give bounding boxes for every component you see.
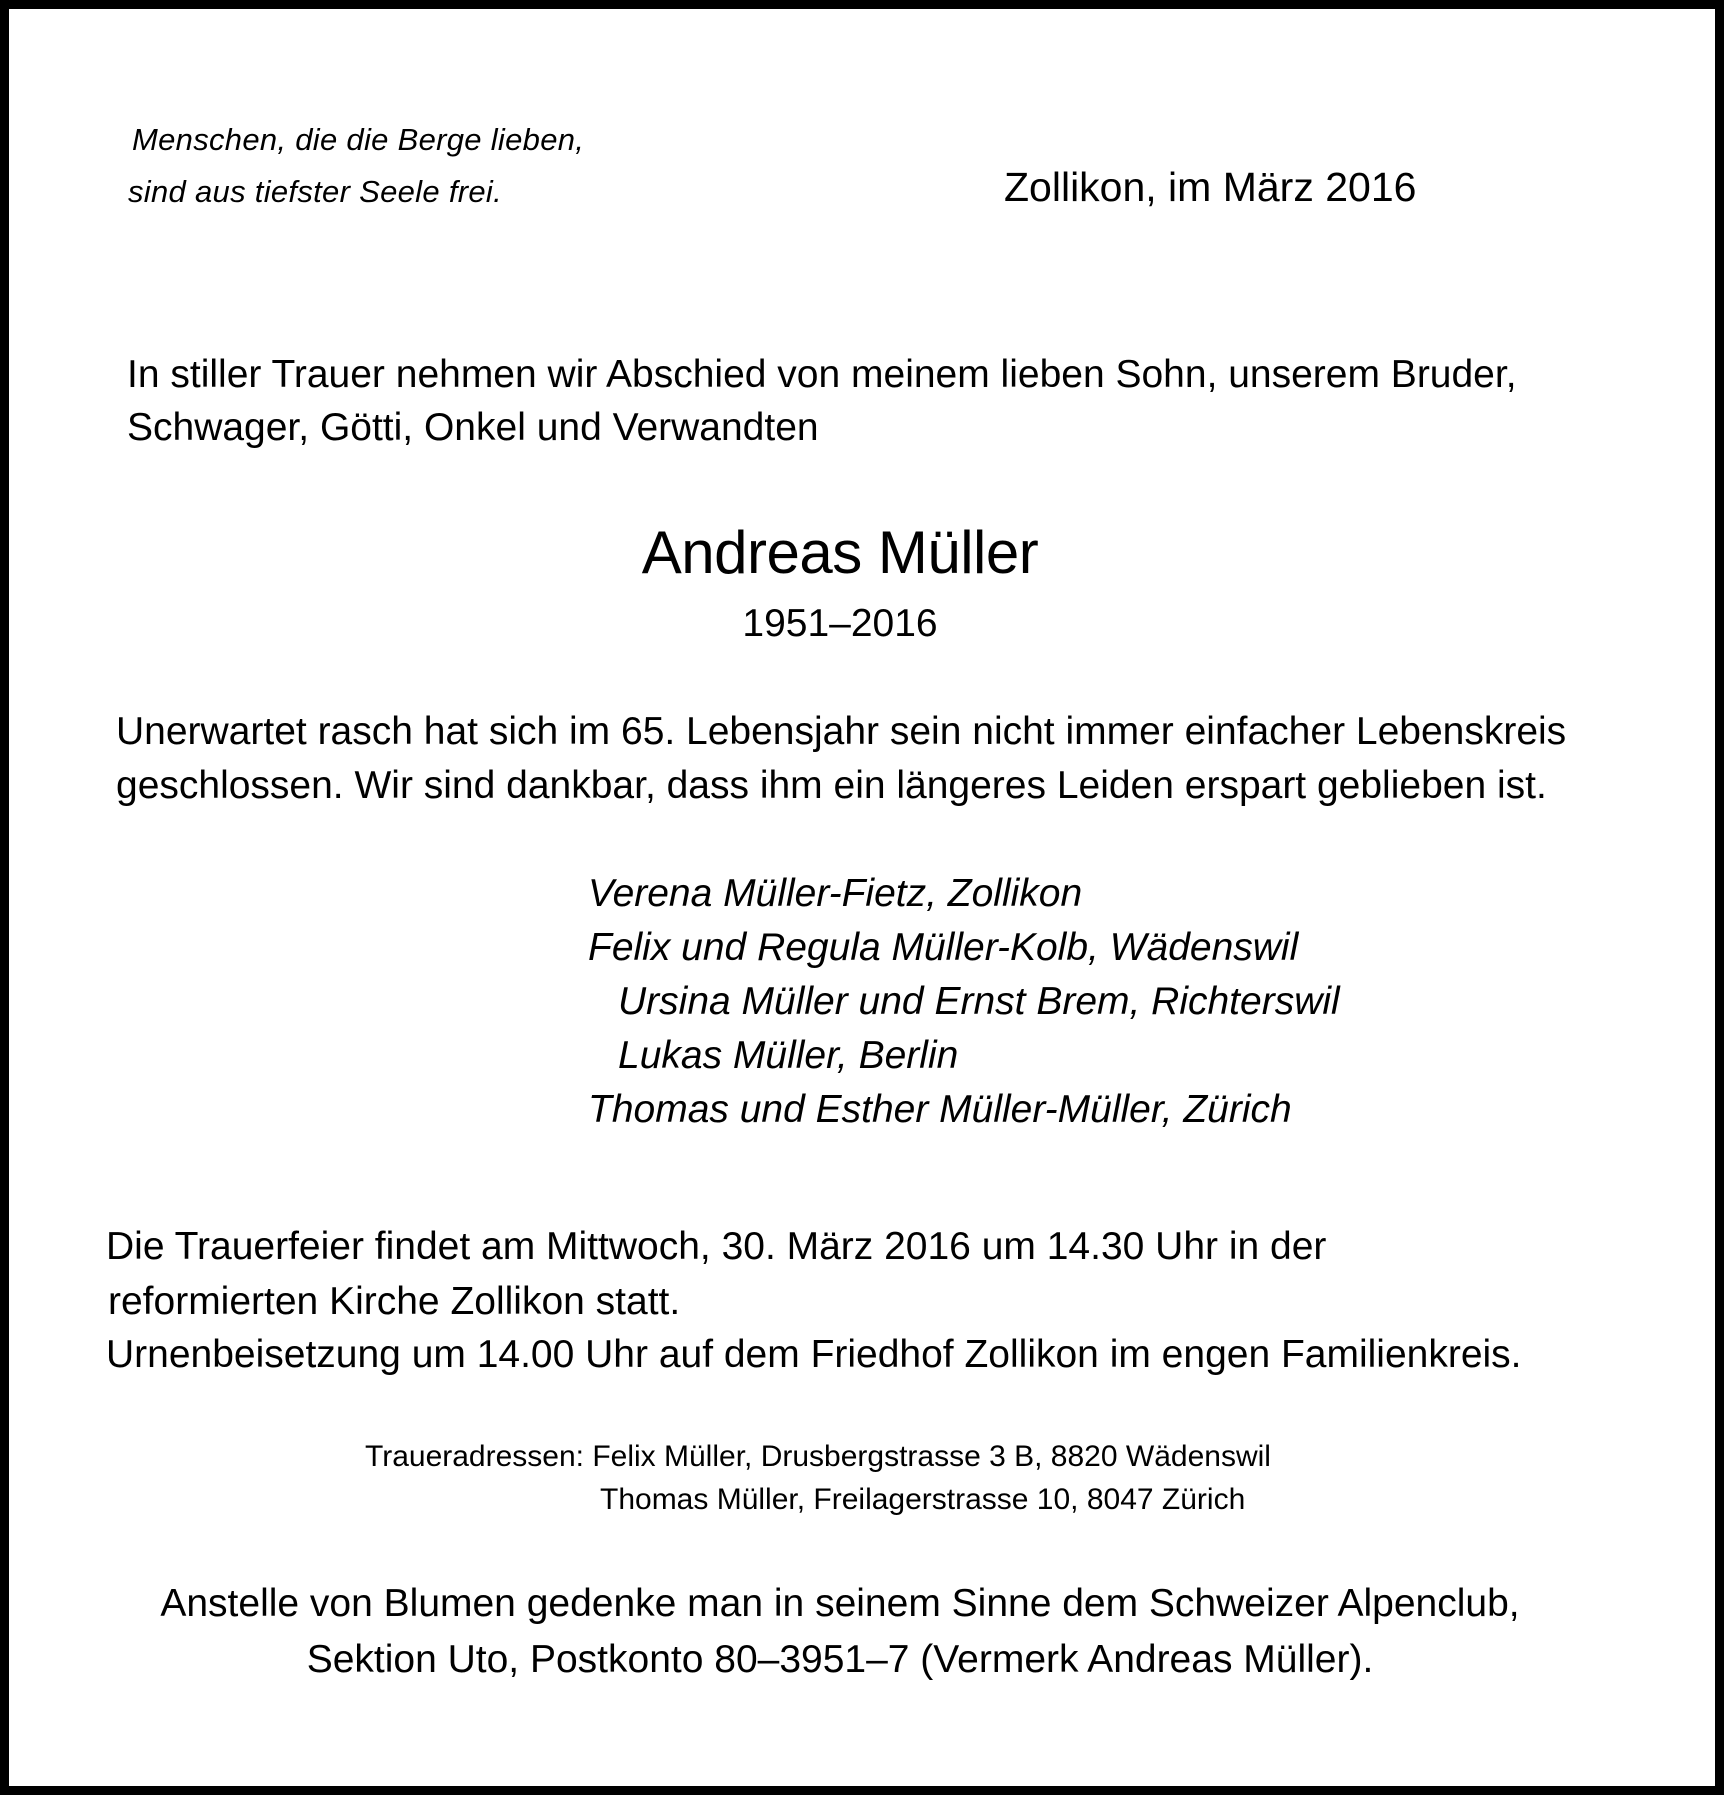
message-line-1: Unerwartet rasch hat sich im 65. Lebensjahr sein nicht immer einfacher Lebenskreis bbox=[116, 710, 1567, 753]
mourner-item: Lukas Müller, Berlin bbox=[618, 1034, 959, 1077]
service-line-1: Die Trauerfeier findet am Mittwoch, 30. März 2016 um 14.30 Uhr in der bbox=[106, 1225, 1327, 1268]
deceased-years: 1951–2016 bbox=[742, 602, 938, 645]
deceased-name: Andreas Müller bbox=[641, 519, 1039, 586]
place-date: Zollikon, im März 2016 bbox=[1004, 164, 1417, 210]
motto-line-2: sind aus tiefster Seele frei. bbox=[128, 174, 502, 209]
mourner-item: Felix und Regula Müller-Kolb, Wädenswil bbox=[588, 926, 1299, 969]
address-line-1: Traueradressen: Felix Müller, Drusbergstrasse 3 B, 8820 Wädenswil bbox=[365, 1440, 1271, 1473]
mourner-item: Thomas und Esther Müller-Müller, Zürich bbox=[588, 1088, 1292, 1131]
motto-line-1: Menschen, die die Berge lieben, bbox=[132, 122, 585, 157]
service-line-3: Urnenbeisetzung um 14.00 Uhr auf dem Friedhof Zollikon im engen Familienkreis. bbox=[106, 1333, 1522, 1376]
intro-line-1: In stiller Trauer nehmen wir Abschied von meinem lieben Sohn, unserem Bruder, bbox=[127, 353, 1517, 396]
donation-line-1: Anstelle von Blumen gedenke man in seinem Sinne dem Schweizer Alpenclub, bbox=[160, 1582, 1520, 1625]
service-line-2: reformierten Kirche Zollikon statt. bbox=[108, 1280, 681, 1323]
intro-line-2: Schwager, Götti, Onkel und Verwandten bbox=[127, 406, 819, 449]
mourner-item: Ursina Müller und Ernst Brem, Richterswil bbox=[618, 980, 1340, 1023]
address-line-2: Thomas Müller, Freilagerstrasse 10, 8047 Zürich bbox=[600, 1483, 1246, 1516]
donation-line-2: Sektion Uto, Postkonto 80–3951–7 (Vermerk Andreas Müller). bbox=[306, 1638, 1374, 1681]
mourner-item: Verena Müller-Fietz, Zollikon bbox=[588, 872, 1083, 915]
message-line-2: geschlossen. Wir sind dankbar, dass ihm ein längeres Leiden erspart geblieben ist. bbox=[116, 764, 1547, 807]
